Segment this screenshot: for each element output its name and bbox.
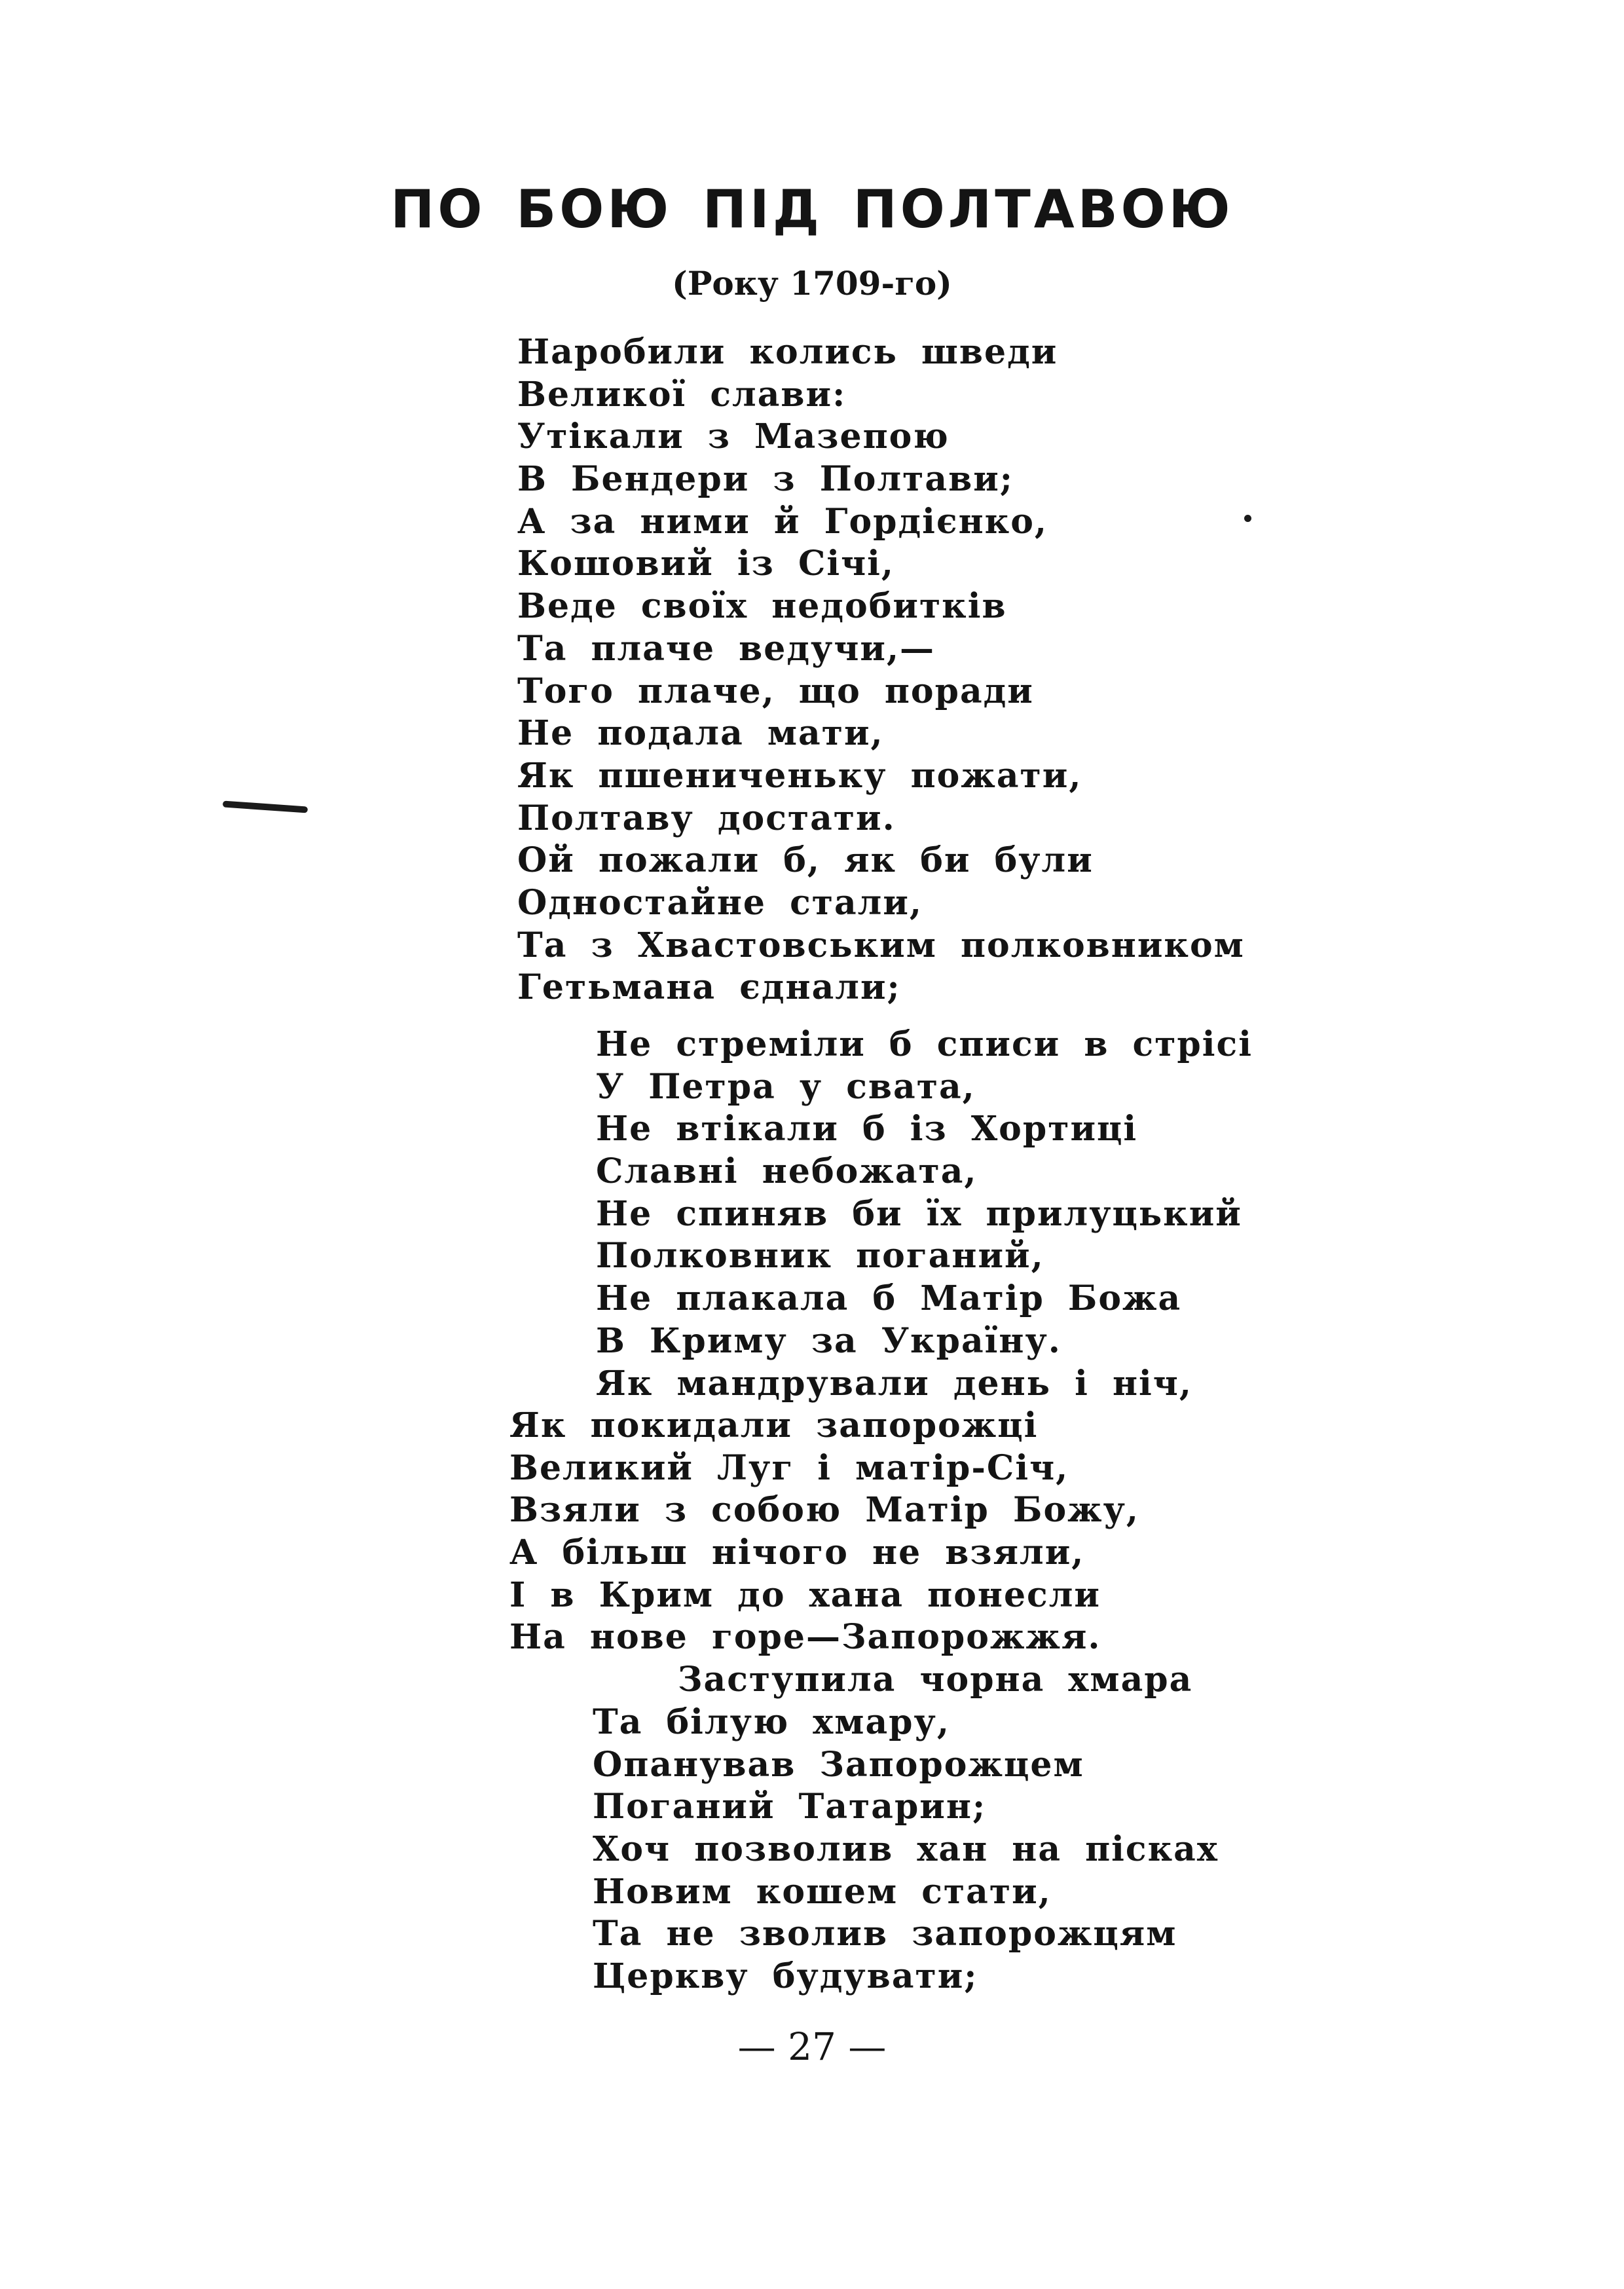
poem-line: Новим кошем стати,	[593, 1871, 1052, 1912]
poem-line: Церкву будувати;	[593, 1956, 978, 1997]
poem-line: В Криму за Україну.	[596, 1320, 1061, 1361]
page-number: — 27 —	[737, 2024, 887, 2069]
poem-line: Полтаву достати.	[517, 798, 896, 838]
poem-line: Заступила чорна хмара	[678, 1660, 1193, 1700]
stanza-3	[509, 1405, 1139, 1659]
stanza-1	[517, 331, 1245, 1009]
poem-line: Гетьмана єднали;	[517, 967, 901, 1008]
poem-line: Великої слави:	[517, 374, 847, 415]
poem-line: Не стреміли б списи в стрісі	[596, 1024, 1253, 1064]
poem-line: Та плаче ведучи,—	[517, 628, 936, 669]
poem-line: Не плакала б Матір Божа	[596, 1278, 1182, 1319]
poem-line: Та білую хмару,	[593, 1702, 950, 1742]
stanza-5	[593, 1702, 1219, 1998]
poem-line: А за ними й Гордієнко,	[517, 501, 1048, 542]
poem-line: Того плаче, що поради	[517, 671, 1034, 711]
poem-line: Великий Луг і матір-Січ,	[509, 1447, 1069, 1488]
poem-line: І в Крим до хана понесли	[509, 1574, 1101, 1615]
poem-line: Славні небожата,	[596, 1151, 978, 1192]
poem-line: Поганий Татарин;	[593, 1787, 987, 1827]
poem-line: Як пшениченьку пожати,	[517, 755, 1082, 796]
poem-line: Ой пожали б, як би були	[517, 840, 1094, 881]
poem-line: Кошовий із Січі,	[517, 544, 895, 584]
poem-subtitle: (Року 1709-го)	[672, 264, 952, 303]
poem-line: Як мандрували день і ніч,	[596, 1363, 1192, 1404]
poem-line: В Бендери з Полтави;	[517, 459, 1014, 500]
poem-line: Наробили колись шведи	[517, 332, 1058, 372]
poem-line: Та з Хвастовським полковником	[517, 925, 1245, 965]
stanza-4	[678, 1659, 1192, 1702]
poem-line: Веде своїх недобитків	[517, 586, 1007, 627]
poem-line: Не подала мати,	[517, 713, 884, 754]
poem-line: Не спиняв би їх прилуцький	[596, 1193, 1242, 1234]
poem-title: ПО БОЮ ПІД ПОЛТАВОЮ	[390, 179, 1234, 240]
poem-line: Не втікали б із Хортиці	[596, 1109, 1138, 1149]
stanza-2	[596, 1024, 1253, 1405]
poem-line: Хоч позволив хан на пісках	[593, 1829, 1219, 1870]
poem-line: Як покидали запорожці	[509, 1405, 1039, 1445]
poem-line: А більш нічого не взяли,	[509, 1533, 1085, 1573]
ink-dot-mark	[1244, 515, 1251, 522]
poem-line: Та не зволив запорожцям	[593, 1914, 1177, 1954]
poem-line: Полковник поганий,	[596, 1236, 1044, 1276]
poem-line: Утікали з Мазепою	[517, 417, 950, 457]
poem-line: Опанував Запорожцем	[593, 1744, 1084, 1785]
poem-line: На нове горе—Запорожжя.	[509, 1617, 1101, 1658]
poem-line: У Петра у свата,	[596, 1066, 976, 1107]
poem-line: Одностайне стали,	[517, 882, 923, 923]
poem-line: Взяли з собою Матір Божу,	[509, 1490, 1140, 1531]
ink-dash-mark	[223, 800, 308, 813]
